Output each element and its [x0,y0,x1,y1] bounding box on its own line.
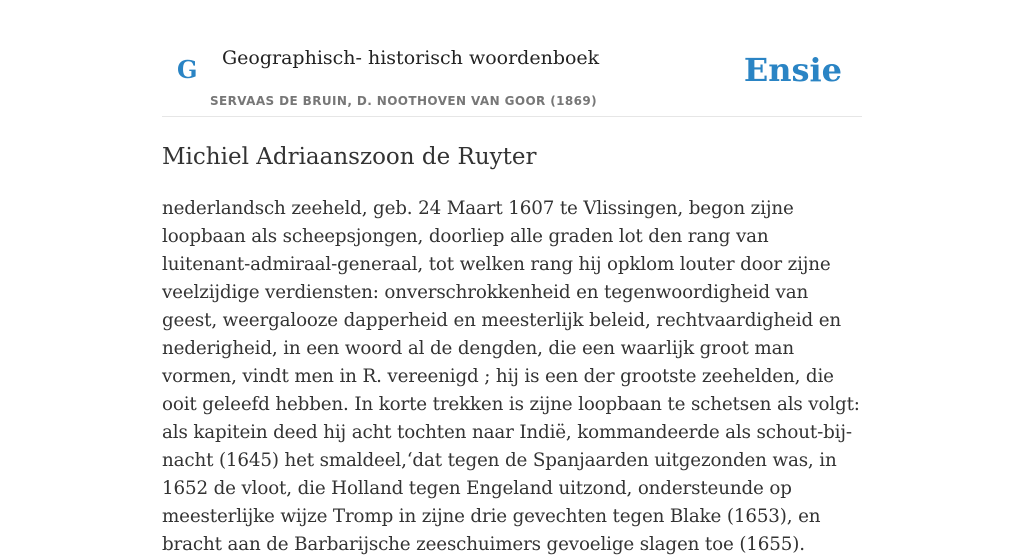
brand-logo-link[interactable]: Ensie [743,51,842,89]
book-title-link[interactable]: Geographisch- historisch woordenboek [222,47,600,69]
page [162,0,862,559]
book-author: SERVAAS DE BRUIN, D. NOOTHOVEN VAN GOOR (1869) [210,94,598,108]
article-body: nederlandsch zeeheld, geb. 24 Maart 1607 te Vlissingen, begon zijne loopbaan als scheepsjongen, doorliep alle graden lot den rang van luitenant-admiraal-generaal, tot welken rang hij opklom louter door zijne veelzijdige verdiensten: onverschrokkenheid en tegenwoordigheid van geest, weergalooze dapperheid en meesterlijk beleid, rechtvaardigheid en nederigheid, in een woord al de dengden, die een waarlijk groot man vormen, vindt men in R. vereenigd ; hij is een der grootste zeehelden, die ooit geleefd hebben. In korte trekken is zijne loopbaan te schetsen als volgt: als kapitein deed hij acht tochten naar Indië, kommandeerde als schout-bij-nacht (1645) het smaldeel,‘dat tegen de Spanjaarden uitgezonden was, in 1652 de vloot, die Holland tegen Engeland uitzond, ondersteunde op meesterlijke wijze Tromp in zijne drie gevechten tegen Blake (1653), en bracht aan de Barbarijsche zeeschuimers gevoelige slagen toe (1655). [162,198,860,555]
book-header [162,0,862,117]
book-letter-icon[interactable]: G [177,55,198,84]
article-title: Michiel Adriaanszoon de Ruyter [162,144,537,170]
